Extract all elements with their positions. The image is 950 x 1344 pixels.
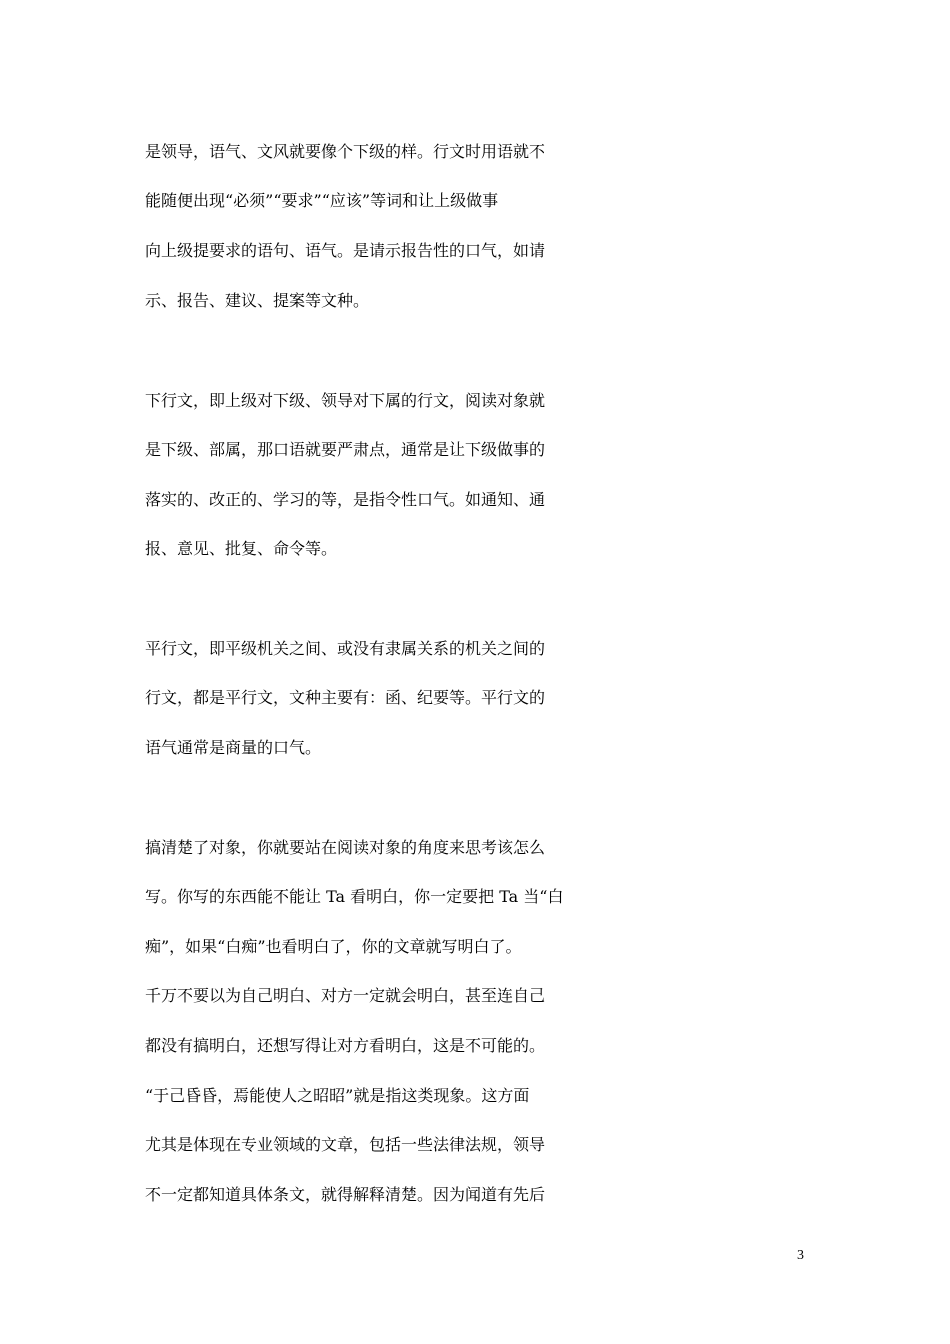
text-line: 平行文，即平级机关之间、或没有隶属关系的机关之间的	[145, 639, 546, 658]
text-line: 语气通常是商量的口气。	[145, 738, 322, 757]
page-number: 3	[797, 1248, 804, 1263]
text-line: 搞清楚了对象，你就要站在阅读对象的角度来思考该怎么	[145, 838, 546, 857]
text-line: 报、意见、批复、命令等。	[145, 539, 338, 558]
text-line: 落实的、改正的、学习的等，是指令性口气。如通知、通	[145, 490, 546, 509]
text-line: 下行文，即上级对下级、领导对下属的行文，阅读对象就	[145, 391, 546, 410]
text-line: 向上级提要求的语句、语气。是请示报告性的口气，如请	[145, 241, 546, 260]
text-line: 是领导，语气、文风就要像个下级的样。行文时用语就不	[145, 142, 546, 161]
text-line: 尤其是体现在专业领域的文章，包括一些法律法规，领导	[145, 1135, 546, 1154]
text-line: 不一定都知道具体条文，就得解释清楚。因为闻道有先后	[145, 1185, 546, 1204]
text-line: 痴”，如果“白痴”也看明白了，你的文章就写明白了。	[145, 937, 522, 956]
text-line: 行文，都是平行文，文种主要有：函、纪要等。平行文的	[145, 688, 546, 707]
text-line: 能随便出现“必须”“要求”“应该”等词和让上级做事	[145, 191, 499, 210]
text-line: 千万不要以为自己明白、对方一定就会明白，甚至连自己	[145, 986, 546, 1005]
text-line: “于己昏昏，焉能使人之昭昭”就是指这类现象。这方面	[145, 1086, 530, 1105]
text-line: 是下级、部属，那口语就要严肃点，通常是让下级做事的	[145, 440, 546, 459]
text-line: 都没有搞明白，还想写得让对方看明白，这是不可能的。	[145, 1036, 546, 1055]
text-line: 示、报告、建议、提案等文种。	[145, 291, 370, 310]
text-line: 写。你写的东西能不能让 Ta 看明白，你一定要把 Ta 当“白	[145, 887, 564, 906]
